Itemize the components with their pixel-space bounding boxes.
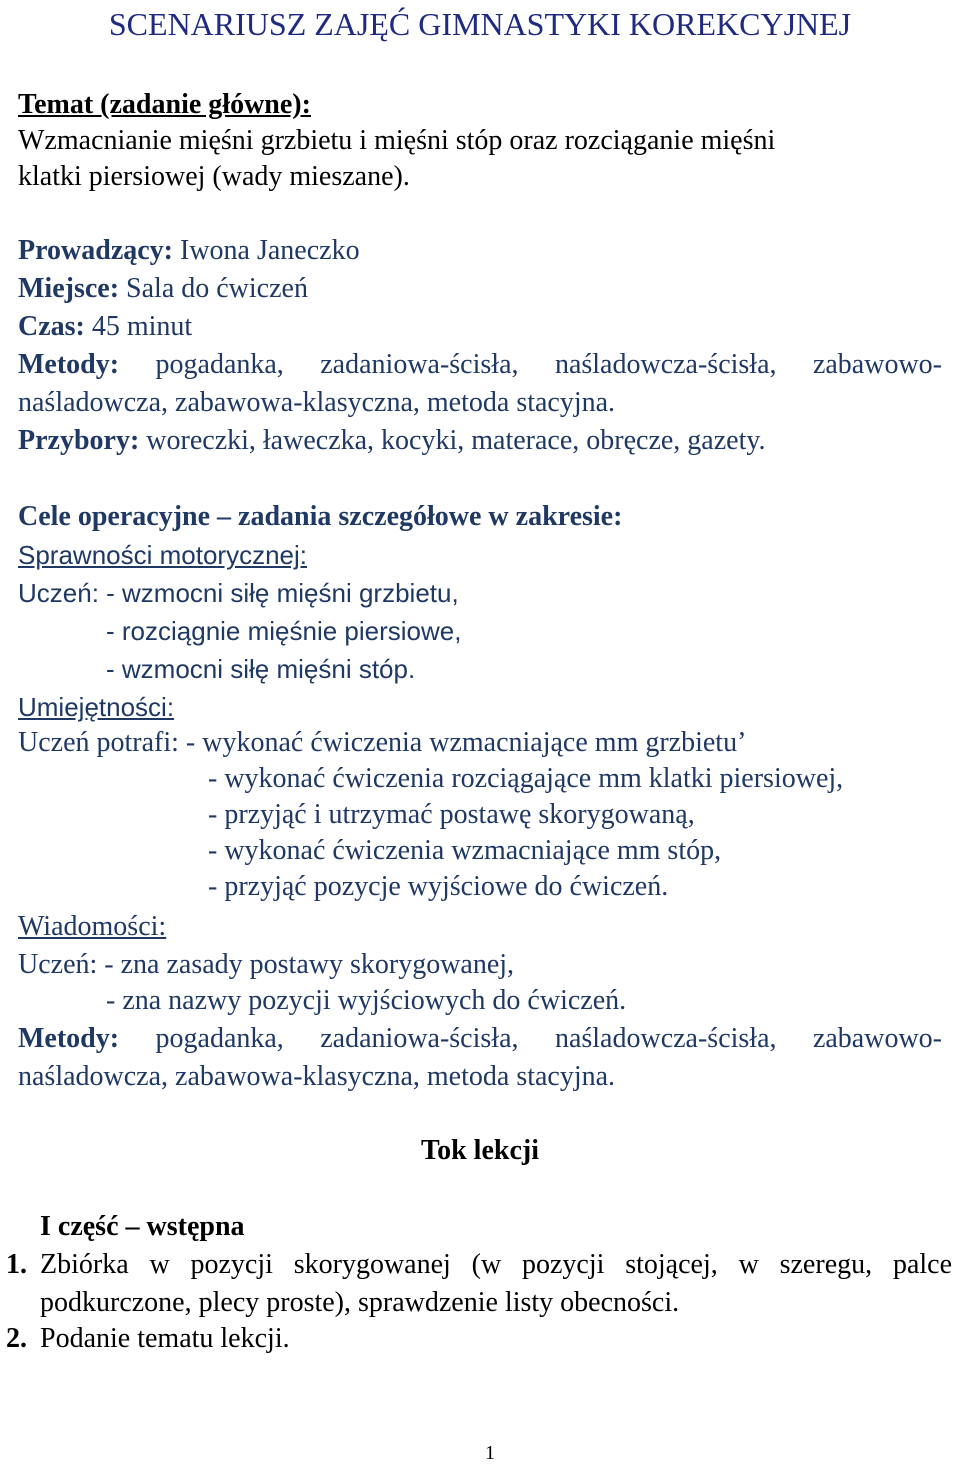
- part-heading: I część – wstępna: [40, 1211, 245, 1242]
- umiejetnosci-item: - przyjąć i utrzymać postawę skorygowaną,: [208, 799, 695, 830]
- page-number: 1: [485, 1442, 495, 1464]
- metody-row-1: Metody: pogadanka, zadaniowa-ścisła, naśladowcza-ścisła, zabawowo-: [18, 349, 942, 380]
- temat-line-1: Wzmacnianie mięśni grzbietu i mięśni stóp oraz rozciąganie mięśni: [18, 125, 776, 156]
- tok-heading: Tok lekcji: [421, 1135, 539, 1166]
- cele-metody-row-1: Metody: pogadanka, zadaniowa-ścisła, naśladowcza-ścisła, zabawowo-: [18, 1023, 942, 1054]
- motoryczne-item: - rozciągnie mięśnie piersiowe,: [106, 616, 462, 646]
- list-item: Zbiórka w pozycji skorygowanej (w pozycji stojącej, w szeregu, palce: [40, 1249, 952, 1280]
- motoryczne-item: - wzmocni siłę mięśni stóp.: [106, 654, 416, 684]
- metody-row-2: naśladowcza, zabawowa-klasyczna, metoda stacyjna.: [18, 387, 616, 418]
- temat-label: Temat (zadanie główne):: [18, 89, 311, 120]
- motoryczne-label: Sprawności motorycznej:: [18, 540, 307, 570]
- page-title: SCENARIUSZ ZAJĘĆ GIMNASTYKI KOREKCYJNEJ: [108, 6, 852, 42]
- umiejetnosci-item: - wykonać ćwiczenia rozciągające mm klatki piersiowej,: [208, 763, 844, 794]
- miejsce-row: Miejsce: Sala do ćwiczeń: [18, 273, 308, 304]
- list-item: Podanie tematu lekcji.: [40, 1323, 290, 1354]
- cele-heading: Cele operacyjne – zadania szczegółowe w zakresie:: [18, 501, 623, 532]
- umiejetnosci-item: - przyjąć pozycje wyjściowe do ćwiczeń.: [208, 871, 669, 902]
- temat-line-2: klatki piersiowej (wady mieszane).: [18, 161, 410, 192]
- list-item-continuation: podkurczone, plecy proste), sprawdzenie listy obecności.: [40, 1287, 680, 1318]
- przybory-row: Przybory: woreczki, ławeczka, kocyki, materace, obręcze, gazety.: [18, 425, 766, 456]
- umiejetnosci-item: - wykonać ćwiczenia wzmacniające mm stóp,: [208, 835, 722, 866]
- list-item-number: 1.: [6, 1249, 27, 1280]
- wiadomosci-label: Wiadomości:: [18, 911, 167, 942]
- motoryczne-item: Uczeń: - wzmocni siłę mięśni grzbietu,: [18, 578, 459, 608]
- list-item-number: 2.: [6, 1323, 27, 1354]
- umiejetnosci-label: Umiejętności:: [18, 692, 175, 722]
- cele-metody-row-2: naśladowcza, zabawowa-klasyczna, metoda stacyjna.: [18, 1061, 616, 1092]
- czas-row: Czas: 45 minut: [18, 311, 193, 342]
- wiadomosci-item: Uczeń: - zna zasady postawy skorygowanej,: [18, 949, 515, 980]
- umiejetnosci-item: Uczeń potrafi: - wykonać ćwiczenia wzmacniające mm grzbietu’: [18, 727, 747, 758]
- wiadomosci-item: - zna nazwy pozycji wyjściowych do ćwiczeń.: [106, 985, 627, 1016]
- prowadzacy-row: Prowadzący: Iwona Janeczko: [18, 235, 360, 266]
